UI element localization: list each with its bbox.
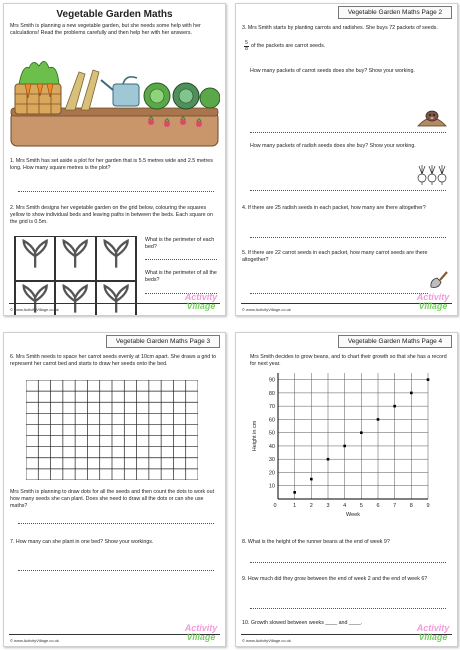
worksheet-page-2	[235, 3, 458, 316]
data-point	[327, 458, 330, 461]
answer-line[interactable]	[145, 259, 217, 260]
logo-text-bottom: Village	[186, 632, 216, 642]
y-tick-label: 80	[268, 390, 275, 397]
activity-village-logo	[413, 293, 453, 313]
question-3a: How many packets of carrot seeds does she buy? Show your working.	[250, 68, 415, 74]
logo-text-top: Activity	[184, 292, 218, 302]
activity-village-logo	[181, 293, 221, 313]
data-point	[343, 445, 346, 448]
question-3: 3. Mrs Smith starts by planting carrots and radishes. She buys 72 packets of seeds.	[242, 25, 438, 31]
question-5: 5. If there are 22 carrot seeds in each packet, how many carrot seeds are there altogether?	[242, 250, 428, 263]
garden-illustration	[9, 50, 220, 150]
logo-text-bottom: Village	[418, 632, 448, 642]
y-tick-label: 30	[268, 457, 275, 464]
worksheet-page-3	[3, 332, 226, 647]
garden-bed-grid	[14, 236, 137, 316]
answer-line[interactable]	[18, 523, 214, 524]
page-header: Vegetable Garden Maths Page 2	[338, 6, 452, 19]
data-point	[360, 431, 363, 434]
data-point	[393, 405, 396, 408]
question-4: 4. If there are 25 radish seeds in each packet, how many are there altogether?	[242, 205, 426, 211]
question-6: 6. Mrs Smith needs to space her carrot seeds evenly at 10cm apart. She draws a grid to represent her carrot bed and starts to draw her seeds onto the bed.	[10, 354, 217, 367]
footer-url: © www.ActivityVillage.co.uk	[242, 638, 291, 643]
sprout-icon	[97, 237, 135, 275]
data-point	[310, 478, 313, 481]
x-tick-label: 6	[376, 503, 380, 509]
data-point	[427, 378, 430, 381]
x-tick-label: 5	[359, 503, 363, 509]
answer-line[interactable]	[250, 608, 446, 609]
answer-line[interactable]	[250, 562, 446, 563]
fraction	[244, 41, 249, 52]
x-tick-label: 9	[426, 503, 430, 509]
question-7: 7. How many can she plant in one bed? Show your workings.	[10, 539, 154, 545]
page-header: Vegetable Garden Maths Page 3	[106, 335, 220, 348]
grid-cell[interactable]	[135, 237, 136, 281]
answer-line[interactable]	[18, 570, 214, 571]
x-tick-label: 0	[273, 503, 277, 509]
sprout-icon	[97, 282, 135, 316]
question-2b: What is the perimeter of all the beds?	[145, 270, 217, 283]
data-point	[293, 491, 296, 494]
trowel-icon	[428, 268, 450, 290]
y-tick-label: 90	[268, 377, 275, 384]
y-tick-label: 70	[268, 404, 275, 411]
answer-line[interactable]	[250, 293, 428, 294]
x-tick-label: 4	[343, 503, 347, 509]
logo-text-bottom: Village	[186, 301, 216, 311]
grid-cell[interactable]	[96, 237, 135, 281]
x-tick-label: 3	[326, 503, 330, 509]
x-tick-label: 8	[409, 503, 413, 509]
fraction-denominator: 8	[245, 46, 248, 52]
worksheet-page-4	[235, 332, 458, 647]
footer-url: © www.ActivityVillage.co.uk	[242, 307, 291, 312]
y-tick-label: 50	[268, 430, 275, 437]
data-point	[377, 418, 380, 421]
question-8: 8. What is the height of the runner beans at the end of week 9?	[242, 539, 390, 545]
grid-cell[interactable]	[56, 282, 95, 316]
radish-icon	[416, 164, 450, 186]
answer-line[interactable]	[250, 132, 446, 133]
page-header: Vegetable Garden Maths Page 4	[338, 335, 452, 348]
question-6b: Mrs Smith is planning to draw dots for all the seeds and then count the dots to work out how many seeds she can plant. Does she need to draw all the dots or can she use maths?	[10, 489, 215, 509]
x-axis-label: Week	[346, 512, 360, 518]
intro-text: Mrs Smith is planning a new vegetable garden, but she needs some help with her calculations! Read the problems carefully and then help her with her answers.	[10, 23, 201, 36]
answer-line[interactable]	[18, 191, 214, 192]
footer-url: © www.ActivityVillage.co.uk	[10, 638, 59, 643]
x-tick-label: 1	[293, 503, 297, 509]
x-tick-label: 7	[393, 503, 397, 509]
intro-text: Mrs Smith decides to grow beans, and to chart their growth so that she has a record for next year.	[250, 354, 447, 367]
question-2a: What is the perimeter of each bed?	[145, 237, 215, 250]
logo-text-top: Activity	[416, 292, 450, 302]
question-2: 2. Mrs Smith designs her vegetable garden on the grid below, colouring the squares yellow to show individual beds and leaving paths in between the beds. Each square on the grid is 0.5m.	[10, 205, 213, 225]
logo-text-bottom: Village	[418, 301, 448, 311]
mole-icon	[416, 106, 448, 128]
fraction-numerator: 5	[245, 40, 248, 46]
x-tick-label: 2	[309, 503, 313, 509]
footer-url: © www.ActivityVillage.co.uk	[10, 307, 59, 312]
answer-line[interactable]	[250, 237, 446, 238]
question-9: 9. How much did they grow between the end of week 2 and the end of week 6?	[242, 576, 428, 582]
y-tick-label: 20	[268, 470, 275, 477]
y-tick-label: 60	[268, 417, 275, 424]
grid-cell[interactable]	[16, 237, 55, 281]
question-3-cont: of the packets are carrot seeds.	[251, 43, 326, 49]
grid-cell[interactable]	[96, 282, 135, 316]
logo-text-top: Activity	[184, 623, 218, 633]
question-1: 1. Mrs Smith has set aside a plot for her garden that is 5.5 metres wide and 2.5 metres long. How many square metres is the plot?	[10, 158, 213, 171]
data-point	[410, 392, 413, 395]
y-tick-label: 40	[268, 443, 275, 450]
y-tick-label: 10	[268, 483, 275, 490]
sprout-icon	[56, 237, 94, 275]
activity-village-logo	[413, 624, 453, 644]
bean-growth-chart	[238, 369, 453, 529]
seed-grid	[26, 380, 198, 480]
logo-text-top: Activity	[416, 623, 450, 633]
grid-cell[interactable]	[56, 237, 95, 281]
y-axis-label: Height in cm	[252, 420, 258, 452]
sprout-icon	[56, 282, 94, 316]
question-10: 10. Growth slowed between weeks ____ and ____.	[242, 620, 363, 626]
page-title: Vegetable Garden Maths	[56, 9, 173, 20]
grid-cell[interactable]	[135, 282, 136, 316]
answer-line[interactable]	[250, 190, 446, 191]
activity-village-logo	[181, 624, 221, 644]
question-3b: How many packets of radish seeds does she buy? Show your working.	[250, 143, 416, 149]
worksheet-page-1	[3, 3, 226, 316]
sprout-icon	[16, 237, 54, 275]
